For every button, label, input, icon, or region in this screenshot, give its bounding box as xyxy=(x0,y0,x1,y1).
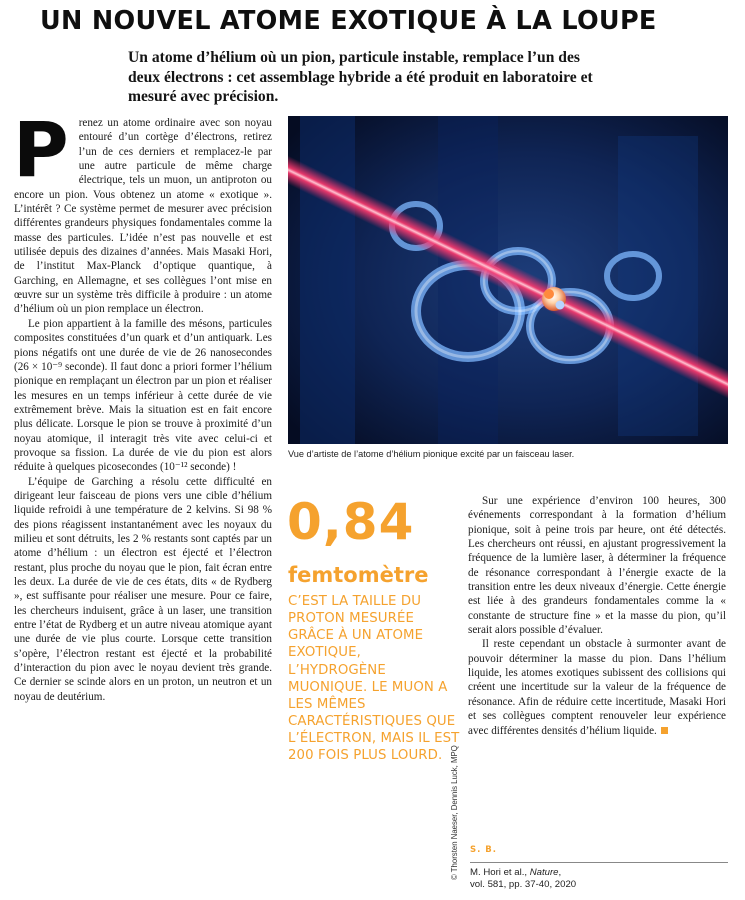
headline: UN NOUVEL ATOME EXOTIQUE À LA LOUPE xyxy=(40,6,657,36)
illustration-pionic-helium xyxy=(288,116,728,444)
drop-cap: P xyxy=(13,105,69,194)
stat-unit: femtomètre xyxy=(288,563,429,587)
reference-journal: Nature xyxy=(529,867,559,878)
reference-divider xyxy=(470,862,728,863)
reference-details: vol. 581, pp. 37-40, 2020 xyxy=(470,878,577,890)
paragraph-intro: renez un atome ordinaire avec son noyau entouré d’un cortège d’électrons, retirez l’un de ces derniers et remplacez-le par une autre particule de même charge électrique, tels un muon, un antiproton ou encore un pion. Vous obtenez un atome « exotique ». L’intérêt ? Ce système permet de mesurer avec précision différentes grandeurs physiques fondamentales comme la masse des particules. L’idée n’est pas nouvelle et est utilisée depuis des dizaines d’années. Mais Masaki Hori, de l’institut Max-Planck d’optique quantique, à Garching, en Allemagne, et ses collègues l’ont mise en œuvre sur un système très difficile à produire : un atome d’hélium où un pion remplace un électron. xyxy=(14,117,272,316)
paragraph-obstacle-text: Il reste cependant un obstacle à surmonter avant de pouvoir déterminer la masse du pion. Dans l’hélium liquide, les atomes exotiques subissent des collisions qui créent une incertitude sur la valeur de la fréquence de résonance. Afin de réduire cette incertitude, Masaki Hori et ses collègues comptent renouveler leur expérience avec différentes densités d’hélium liquide. xyxy=(468,638,726,737)
stat-description: C’EST LA TAILLE DU PROTON MESURÉE GRÂCE À UN ATOME EXOTIQUE, L’HYDROGÈNE MUONIQUE. LE MUON A LES MÊMES CARACTÉRISTIQUES QUE L’ÉLECTRON, MAIS IL EST 200 FOIS PLUS LOURD. xyxy=(288,594,460,764)
paragraph-pion: Le pion appartient à la famille des mésons, particules composites constituées d’un quark et d’un antiquark. Les pions négatifs ont une durée de vie de 26 nanosecondes (26 × 10⁻⁹ seconde). Il faut donc a priori former l’hélium pionique en remplaçant un électron par un pion et réaliser les mesures en un temps inférieur à cette durée de vie extrêmement brève. Mais la situation est en fait encore plus délicate. Lorsque le pion se trouve à proximité d’un noyau atomique, il interagit très vite avec celui-ci et provoque sa fission. La durée de vie du pion est alors réduite à quelques picosecondes (10⁻¹² seconde) ! xyxy=(14,317,272,474)
stat-number: 0,84 xyxy=(287,493,415,551)
figure-caption: Vue d’artiste de l’atome d’hélium pionique excité par un faisceau laser. xyxy=(288,449,575,459)
reference-authors: M. Hori et al., xyxy=(470,867,530,878)
article-column-right xyxy=(468,494,726,738)
paragraph-garching: L’équipe de Garching a résolu cette difficulté en dirigeant leur faisceau de pions vers une cible d’hélium liquide refroidi à une température de 2 kelvins. Si 98 % des pions réagissent instantanément avec les noyaux du milieu et sont détruits, les 2 % restants sont captés par un atome d’hélium : un électron est éjecté et l’électron restant, plus proche du noyau que le pion, fait écran entre les deux. La durée de vie de ces états, dits « de Rydberg », est suffisante pour réaliser une mesure. Pour ce faire, les chercheurs induisent, grâce à un laser, une transition entre l’état de Rydberg et un autre niveau atomique ayant une durée de vie plus courte. Lorsque cette transition s’opère, l’électron restant est éjecté et la probabilité d’interaction du pion avec le noyau devient très grande. Ce dernier se scinde alors en un proton, un neutron et un noyau de deutérium. xyxy=(14,475,272,703)
end-mark-icon xyxy=(661,727,668,734)
paragraph-obstacle xyxy=(468,637,726,737)
standfirst: Un atome d’hélium où un pion, particule instable, remplace l’un des deux électrons : cet assemblage hybride a été produit en laboratoire et mesuré avec précision. xyxy=(128,49,593,105)
photo-credit: © Thorsten Naeser, Dennis Luck, MPQ xyxy=(450,745,459,880)
author-signature: S. B. xyxy=(470,845,498,855)
reference: M. Hori et al., Nature, vol. 581, pp. 37-40, 2020 xyxy=(470,867,577,890)
article-column-left xyxy=(13,105,272,704)
paragraph-experiment: Sur une expérience d’environ 100 heures, 300 événements correspondant à la formation d’hélium pionique, soit à peine trois par heure, ont été détectés. Les chercheurs ont réussi, en ajustant progressivement la fréquence de la lumière laser, à déterminer la fréquence de résonance correspondant à l’énergie exacte de la transition entre les deux niveaux d’énergie. Cette énergie est liée à des grandeurs fondamentales comme la « constante de structure fine » et la masse du pion, qu’il serait alors possible d’évaluer. xyxy=(468,495,726,637)
